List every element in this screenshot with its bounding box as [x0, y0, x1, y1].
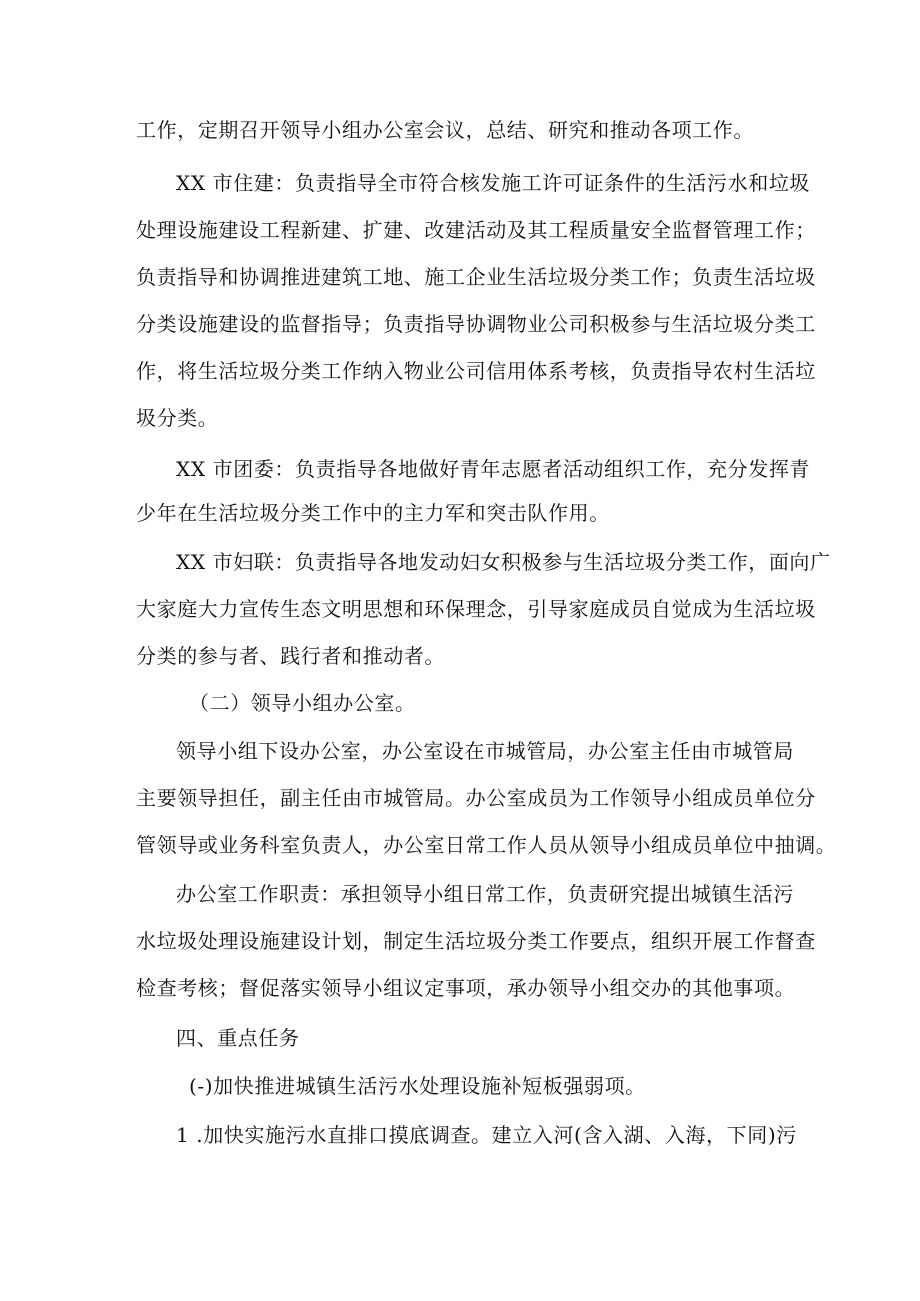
section-heading: 四、重点任务	[176, 1026, 300, 1050]
text-line: 圾分类。	[136, 406, 219, 430]
text-line: 检查考核；督促落实领导小组议定事项，承办领导小组交办的其他事项。	[136, 976, 796, 1000]
text-line: 办公室工作职责：承担领导小组日常工作，负责研究提出城镇生活污	[176, 882, 794, 906]
text-line: XX 市住建：负责指导全市符合核发施工许可证条件的生活污水和垃圾	[176, 171, 811, 195]
text-line: 分类设施建设的监督指导；负责指导协调物业公司积极参与生活垃圾分类工	[136, 312, 816, 336]
text-line: 管领导或业务科室负责人，办公室日常工作人员从领导小组成员单位中抽调。	[136, 833, 837, 857]
text-line: 工作，定期召开领导小组办公室会议，总结、研究和推动各项工作。	[136, 118, 754, 142]
text-line: 大家庭大力宣传生态文明思想和环保理念，引导家庭成员自觉成为生活垃圾	[136, 597, 816, 621]
section-heading: （二）领导小组办公室。	[189, 691, 416, 715]
text-line: 水垃圾处理设施建设计划，制定生活垃圾分类工作要点，组织开展工作督查	[136, 929, 816, 953]
text-line: 1 .加快实施污水直排口摸底调查。建立入河(含入湖、入海，下同)污	[176, 1123, 797, 1147]
text-line: 作，将生活垃圾分类工作纳入物业公司信用体系考核，负责指导农村生活垃	[136, 359, 816, 383]
subsection-heading: (-)加快推进城镇生活污水处理设施补短板强弱项。	[189, 1074, 646, 1098]
text-line: 分类的参与者、践行者和推动者。	[136, 644, 445, 668]
text-line: 负责指导和协调推进建筑工地、施工企业生活垃圾分类工作；负责生活垃圾	[136, 265, 816, 289]
text-line: 少年在生活垃圾分类工作中的主力军和突击队作用。	[136, 501, 610, 525]
text-line: 领导小组下设办公室，办公室设在市城管局，办公室主任由市城管局	[176, 739, 794, 763]
text-line: XX 市妇联：负责指导各地发动妇女积极参与生活垃圾分类工作，面向广	[176, 550, 831, 574]
text-line: XX 市团委：负责指导各地做好青年志愿者活动组织工作，充分发挥青	[176, 457, 811, 481]
text-line: 主要领导担任，副主任由市城管局。办公室成员为工作领导小组成员单位分	[136, 786, 816, 810]
text-line: 处理设施建设工程新建、扩建、改建活动及其工程质量安全监督管理工作；	[136, 218, 816, 242]
